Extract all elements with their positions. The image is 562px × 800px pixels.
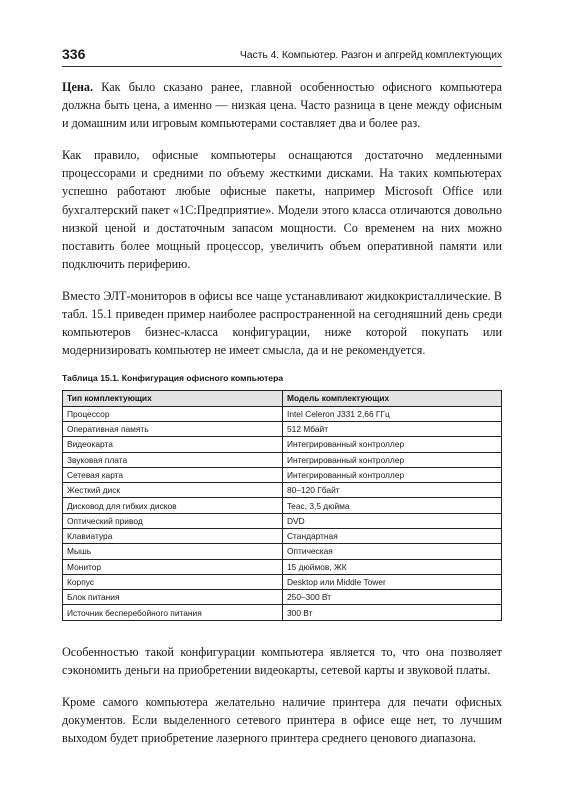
table-row [63, 467, 502, 482]
page-header [62, 44, 502, 67]
table-row [63, 452, 502, 467]
table-cell: Мышь [63, 544, 283, 559]
table-row [63, 605, 502, 620]
table-cell: 300 Вт [283, 605, 502, 620]
table-cell: Сетевая карта [63, 467, 283, 482]
table-cell: Клавиатура [63, 528, 283, 543]
paragraph-text: Как было сказано ранее, главной особенностью офисного компьютера должна быть цена, а именно — низкая цена. Часто разница в цене между офисным и домашним или игровым компьютерами составляет два и более раз. [62, 80, 502, 131]
table-cell: Источник бесперебойного питания [63, 605, 283, 620]
table-row [63, 544, 502, 559]
table-cell: Интегрированный контроллер [283, 437, 502, 452]
table-row [63, 421, 502, 436]
table-cell: 15 дюймов, ЖК [283, 559, 502, 574]
table-cell: Корпус [63, 574, 283, 589]
table-caption: Таблица 15.1. Конфигурация офисного компьютера [62, 373, 284, 384]
table-row [63, 528, 502, 543]
table-row [63, 406, 502, 421]
paragraph-lead: Цена. [62, 80, 94, 94]
table-cell: Блок питания [63, 590, 283, 605]
paragraph-config-feature: Особенностью такой конфигурации компьютера является то, что она позволяет сэкономить деньги на приобретении видеокарты, сетевой карты и звуковой платы. [62, 644, 502, 677]
table-cell: Интегрированный контроллер [283, 467, 502, 482]
config-table [62, 390, 502, 620]
table-cell: Звуковая плата [63, 452, 283, 467]
table-row [63, 590, 502, 605]
table-row [63, 559, 502, 574]
table-cell: DVD [283, 513, 502, 528]
paragraph-monitors: Вместо ЭЛТ-мониторов в офисы все чаще устанавливают жидкокристаллические. В табл. 15.1 приведен пример наиболее распространенной на сегодняшний день среди компьютеров бизнес-класса конфигурации, ниже которой покупать или модернизировать компьютер не имеет смысла, да и не рекомендуется. [62, 288, 502, 358]
paragraph-printer: Кроме самого компьютера желательно наличие принтера для печати офисных документов. Если выделенного сетевого принтера в офисе еще нет, то лучшим выходом будет приобретение лазерного принтера среднего ценового диапазона. [62, 694, 502, 746]
table-row [63, 513, 502, 528]
table-cell: 80–120 Гбайт [283, 483, 502, 498]
column-header-type: Тип комплектующих [63, 391, 283, 406]
running-head: Часть 4. Компьютер. Разгон и апгрейд комплектующих [239, 49, 502, 61]
table-cell: Интегрированный контроллер [283, 452, 502, 467]
table-row [63, 437, 502, 452]
table-cell: Teac, 3,5 дюйма [283, 498, 502, 513]
table-cell: Видеокарта [63, 437, 283, 452]
table-cell: Стандартная [283, 528, 502, 543]
table-cell: Дисковод для гибких дисков [63, 498, 283, 513]
paragraph-price [62, 78, 502, 132]
table-cell: 250–300 Вт [283, 590, 502, 605]
table-cell: Процессор [63, 406, 283, 421]
table-cell: Intel Celeron J331 2,66 ГГц [283, 406, 502, 421]
paragraph-office-pc: Как правило, офисные компьютеры оснащаются достаточно медленными процессорами и средними по объему жесткими дисками. На таких компьютерах успешно работают любые офисные пакеты, например Microsoft Office или бухгалтерский пакет «1С:Предприятие». Модели этого класса отличаются довольно низкой ценой и достаточным запасом мощности. Со временем на них можно поставить более мощный процессор, увеличить объем оперативной памяти или подключить периферию. [62, 148, 502, 271]
table-cell: Оперативная память [63, 421, 283, 436]
column-header-model: Модель комплектующих [283, 391, 502, 406]
table-cell: Жесткий диск [63, 483, 283, 498]
page-number: 336 [62, 46, 86, 62]
table-header-row [63, 391, 502, 406]
table-row [63, 483, 502, 498]
table-cell: Оптический привод [63, 513, 283, 528]
table-row [63, 498, 502, 513]
table-row [63, 574, 502, 589]
table-cell: 512 Мбайт [283, 421, 502, 436]
table-cell: Монитор [63, 559, 283, 574]
page-content [62, 78, 502, 761]
table-cell: Оптическая [283, 544, 502, 559]
table-cell: Desktop или Middle Tower [283, 574, 502, 589]
